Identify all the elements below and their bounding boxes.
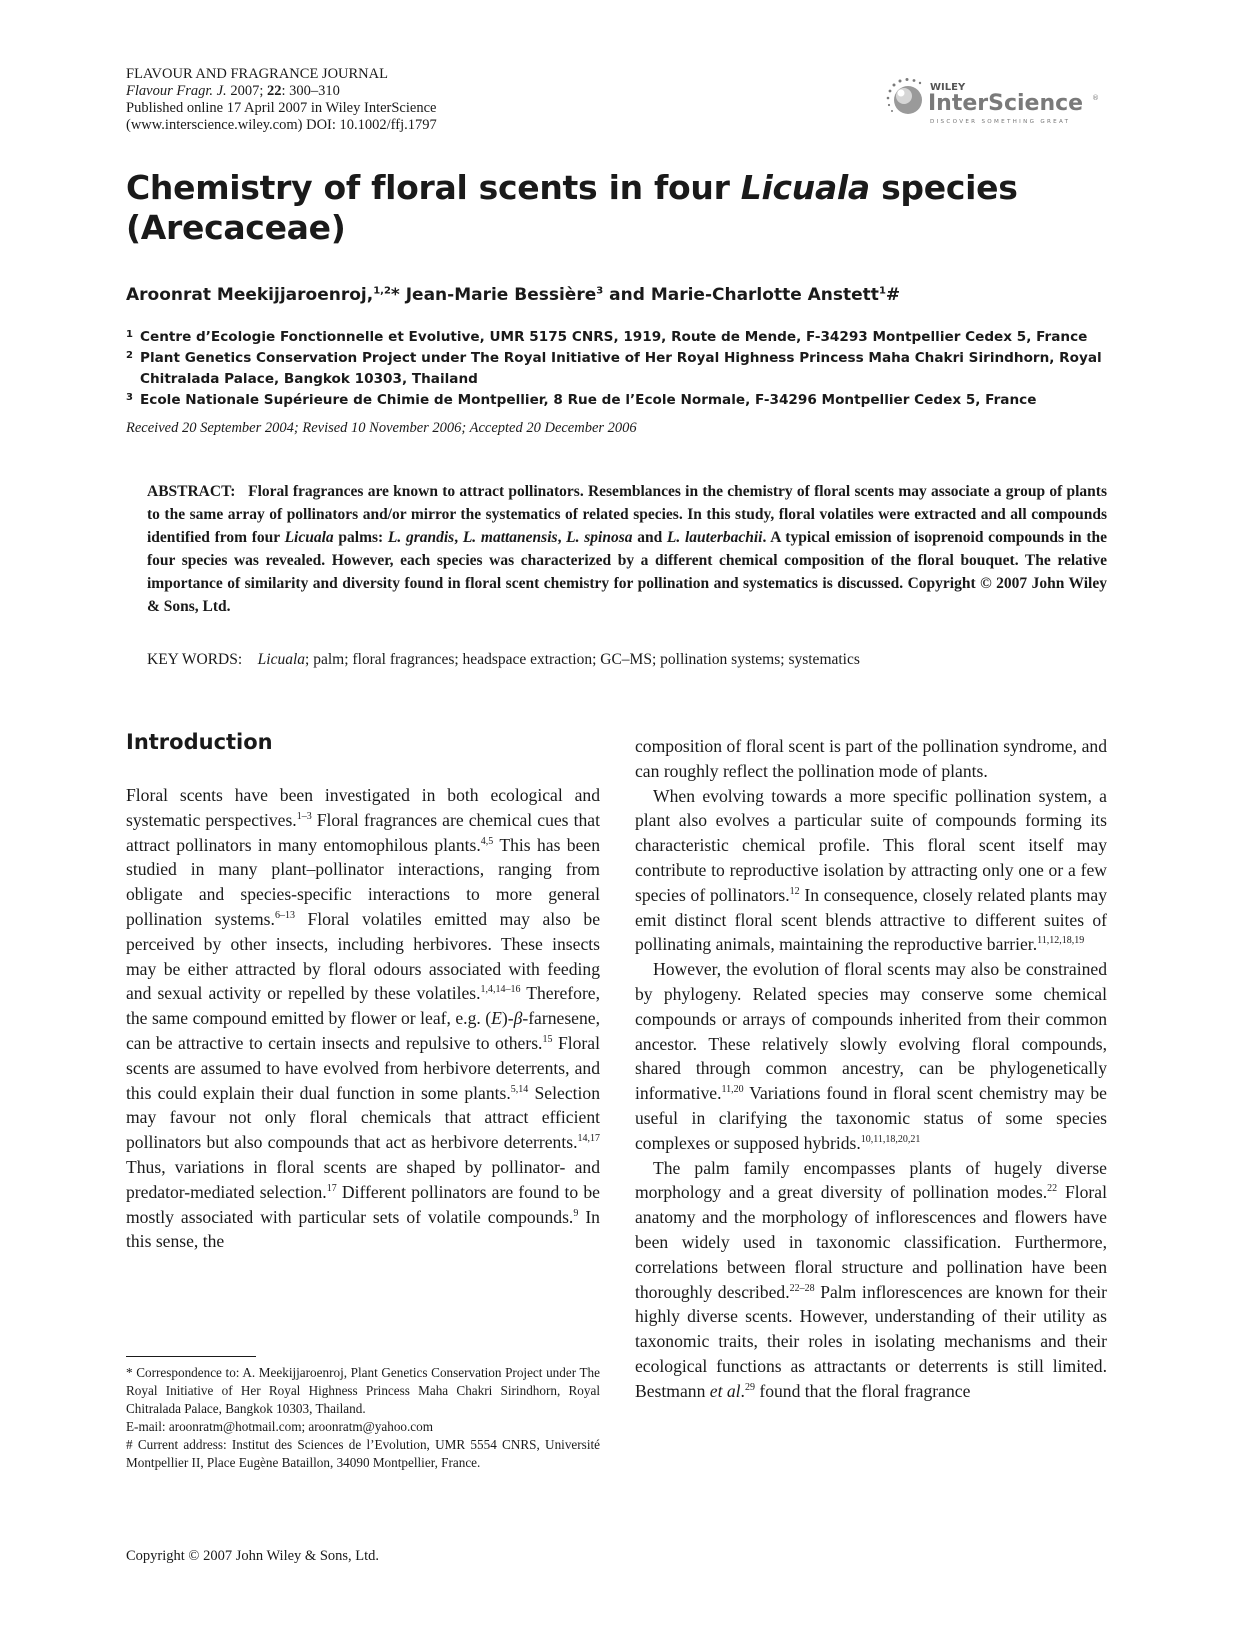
species-name: L. spinosa [566,529,633,546]
published-online: Published online 17 April 2007 in Wiley InterScience [126,100,437,116]
citation-abbrev: Flavour Fragr. J. [126,83,227,99]
keywords [147,651,860,669]
text: )- [501,1008,514,1029]
italic-text: β [513,1008,523,1029]
text: composition of floral scent is part of the pollination syndrome, and can roughly reflect the pollination mode of plants. [635,736,1107,781]
text: Floral fragrances are chemical cues that attract pollinators in many entomophilous plants. [126,809,600,855]
author-1-mark: * [390,285,400,305]
author-3: Marie-Charlotte Anstett [650,285,879,305]
species-name: L. grandis [387,529,455,546]
citation-ref: 9 [573,1207,579,1219]
doi-line: (www.interscience.wiley.com) DOI: 10.1002/ffj.1797 [126,117,437,133]
citation-ref: 4,5 [480,835,494,847]
title-text: Chemistry of floral scents in four [126,168,741,207]
paragraph [635,1156,1107,1404]
title-text-end: species (Arecaceae) [126,168,1018,247]
affiliation-1 [126,327,1111,348]
text: -farnesene, can be attractive to certain insects and repulsive to others. [126,1008,600,1053]
body-column-right [635,734,1107,1404]
citation-ref: 11,20 [721,1084,744,1096]
text: Floral anatomy and the morphology of inflorescences and flowers have been widely used in taxonomic classification. Furthermore, correlations between floral structure and pollination have been thoroughly described. [635,1182,1107,1302]
abstract-text: , [557,529,567,546]
text: Therefore, the same compound emitted by flower or leaf, e.g. ( [126,983,601,1029]
wiley-interscience-logo [886,78,1112,128]
current-address-note: # Current address: Institut des Sciences de l’Evolution, UMR 5554 CNRS, Université Montpellier II, Place Eugène Bataillon, 34090 Montpellier, France. [126,1437,600,1470]
affiliation-text: Centre d’Ecologie Fonctionnelle et Evolutive, UMR 5175 CNRS, 1919, Route de Mende, F-34293 Montpellier Cedex 5, France [140,329,1088,345]
affiliation-list [126,327,1111,411]
text: This has been studied in many plant–pollinator interactions, ranging from obligate and species-specific interactions to more general pollination systems. [126,834,601,929]
text: Floral scents are assumed to have evolved from herbivore deterrents, and this could explain their dual function in some plants. [126,1032,600,1103]
text: Different pollinators are found to be mostly associated with particular sets of volatile compounds. [126,1181,600,1227]
italic-text: E [491,1008,502,1029]
italic-text: et al [709,1380,741,1401]
affiliation-number: 2 [126,350,133,361]
citation-ref: 17 [326,1182,337,1194]
text: . [740,1380,745,1401]
keyword-genus: Licuala [257,651,306,668]
citation-volume: 22 [266,83,282,99]
author-connector: and [603,285,651,305]
affiliation-number: 3 [126,392,133,403]
abstract [147,480,1107,618]
citation-ref: 11,12,18,19 [1037,935,1085,947]
citation-ref: 5,14 [510,1083,529,1095]
text: The palm family encompasses plants of hugely diverse morphology and a great diversity of pollination modes. [635,1157,1107,1203]
footnote-divider [126,1356,256,1357]
author-2: Jean-Marie Bessière [399,285,597,305]
footnotes [126,1364,600,1472]
abstract-label: ABSTRACT: [147,483,236,500]
logo-registered: ® [1092,94,1099,102]
author-3-mark: # [885,285,901,305]
author-3-affil: 1 [878,285,886,297]
text: Floral volatiles emitted may also be perceived by other insects, including herbivores. These insects may be either attracted by floral odours associated with feeding and sexual activity or repelled by these volatiles. [126,908,601,1004]
correspondence-note: * Correspondence to: A. Meekijjaroenroj, Plant Genetics Conservation Project under The Royal Initiative of Her Royal Highness Princess Maha Chakri Sirindhorn, Royal Chitralada Palace, Bangkok 10303, Thailand. [126,1365,600,1416]
paragraph [635,784,1107,958]
text: In consequence, closely related plants may emit distinct floral scent blends attractive to different suites of pollinating animals, maintaining the reproductive barrier. [635,884,1107,955]
affiliation-text: Plant Genetics Conservation Project under The Royal Initiative of Her Royal Highness Princess Maha Chakri Sirindhorn, Royal Chitralada Palace, Bangkok 10303, Thailand [140,350,1102,387]
paragraph [126,783,600,1254]
citation-ref: 15 [542,1034,553,1046]
species-name: L. mattanensis [462,529,558,546]
citation-ref: 1,4,14–16 [480,984,521,996]
text: In this sense, the [126,1206,600,1252]
abstract-text: Floral fragrances are known to attract pollinators. Resemblances in the chemistry of floral scents may associate a group of plants to the same array of pollinators and/or mirror the systematics of related species. In this study, floral volatiles were extracted and all compounds identified from four [147,483,1107,546]
copyright-footer: Copyright © 2007 John Wiley & Sons, Ltd. [126,1548,380,1564]
citation-ref: 10,11,18,20,21 [860,1133,921,1145]
affiliation-text: Ecole Nationale Supérieure de Chimie de Montpellier, 8 Rue de l’Ecole Normale, F-34296 Montpellier Cedex 5, France [140,392,1037,408]
paragraph [635,957,1107,1155]
text: When evolving towards a more specific pollination system, a plant also evolves a particular suite of compounds forming its characteristic chemical profile. This floral scent itself may contribute to reproductive isolation by attracting only one or a few species of pollinators. [635,785,1107,905]
citation-ref: 6–13 [274,910,295,922]
text: Thus, variations in floral scents are shaped by pollinator- and predator-mediated selection. [126,1156,600,1202]
email-note: E-mail: aroonratm@hotmail.com; aroonratm@yahoo.com [126,1419,434,1434]
text: Floral scents have been investigated in both ecological and systematic perspectives. [126,785,600,830]
abstract-text: and [632,529,667,546]
logo-brand: WILEY [930,82,966,93]
paragraph [635,734,1107,784]
abstract-text: . A typical emission of isoprenoid compounds in the four species was revealed. However, each species was characterized by a different chemical composition of the floral bouquet. The relative importance of similarity and diversity found in floral scent chemistry for pollination and systematics is discussed. Copyright © 2007 John Wiley & Sons, Ltd. [147,529,1108,615]
journal-citation [126,83,437,100]
text: found that the floral fragrance [754,1380,971,1401]
received-dates: Received 20 September 2004; Revised 10 November 2006; Accepted 20 December 2006 [126,420,637,436]
affiliation-3 [126,390,1111,411]
citation-ref: 14,17 [577,1133,600,1145]
logo-name: InterScience [928,91,1084,116]
abstract-text: palms: [333,529,388,546]
title-genus: Licuala [740,168,870,207]
article-title [126,168,1126,248]
author-list [126,285,900,305]
citation-pages: : 300–310 [281,83,340,99]
text: Selection may favour not only floral chemicals that attract efficient pollinators but also compounds that act as herbivore deterrents. [126,1082,600,1153]
citation-ref: 12 [789,885,800,897]
citation-ref: 22–28 [789,1282,815,1294]
text: However, the evolution of floral scents may also be constrained by phylogeny. Related species may conserve some chemical compounds or arrays of compounds inherited from their common ancestor. These relatively slowly evolving floral compounds, shared through common ancestry, can be phylogenetically informative. [635,959,1107,1104]
affiliation-number: 1 [126,329,133,340]
author-1-affil: 1,2 [373,285,391,297]
globe-icon [887,78,922,114]
text: Palm inflorescences are known for their highly diverse scents. However, understanding of their utility as taxonomic traits, their roles in isolating mechanisms and their ecological functions as attractants or deterrents is still limited. Bestmann [635,1281,1107,1401]
logo-tagline: DISCOVER SOMETHING GREAT [930,119,1071,125]
citation-ref: 22 [1047,1183,1058,1195]
citation-year: 2007; [226,83,267,99]
citation-ref: 29 [744,1381,755,1393]
text: Variations found in floral scent chemistry may be useful in clarifying the taxonomic status of some species complexes or supposed hybrids. [635,1083,1107,1153]
section-heading-introduction: Introduction [126,730,273,754]
body-column-left [126,783,600,1254]
citation-ref: 1–3 [296,810,312,822]
journal-header [126,66,437,134]
abstract-text: , [454,529,463,546]
abstract-genus: Licuala [284,529,334,546]
author-2-affil: 3 [596,285,604,297]
affiliation-2 [126,348,1111,390]
journal-name: FLAVOUR AND FRAGRANCE JOURNAL [126,66,388,82]
species-name: L. lauterbachii [666,529,763,546]
keywords-label: KEY WORDS: [147,651,243,668]
author-1: Aroonrat Meekijjaroenroj, [126,285,374,305]
keywords-list: ; palm; floral fragrances; headspace extraction; GC–MS; pollination systems; systematics [305,651,860,668]
